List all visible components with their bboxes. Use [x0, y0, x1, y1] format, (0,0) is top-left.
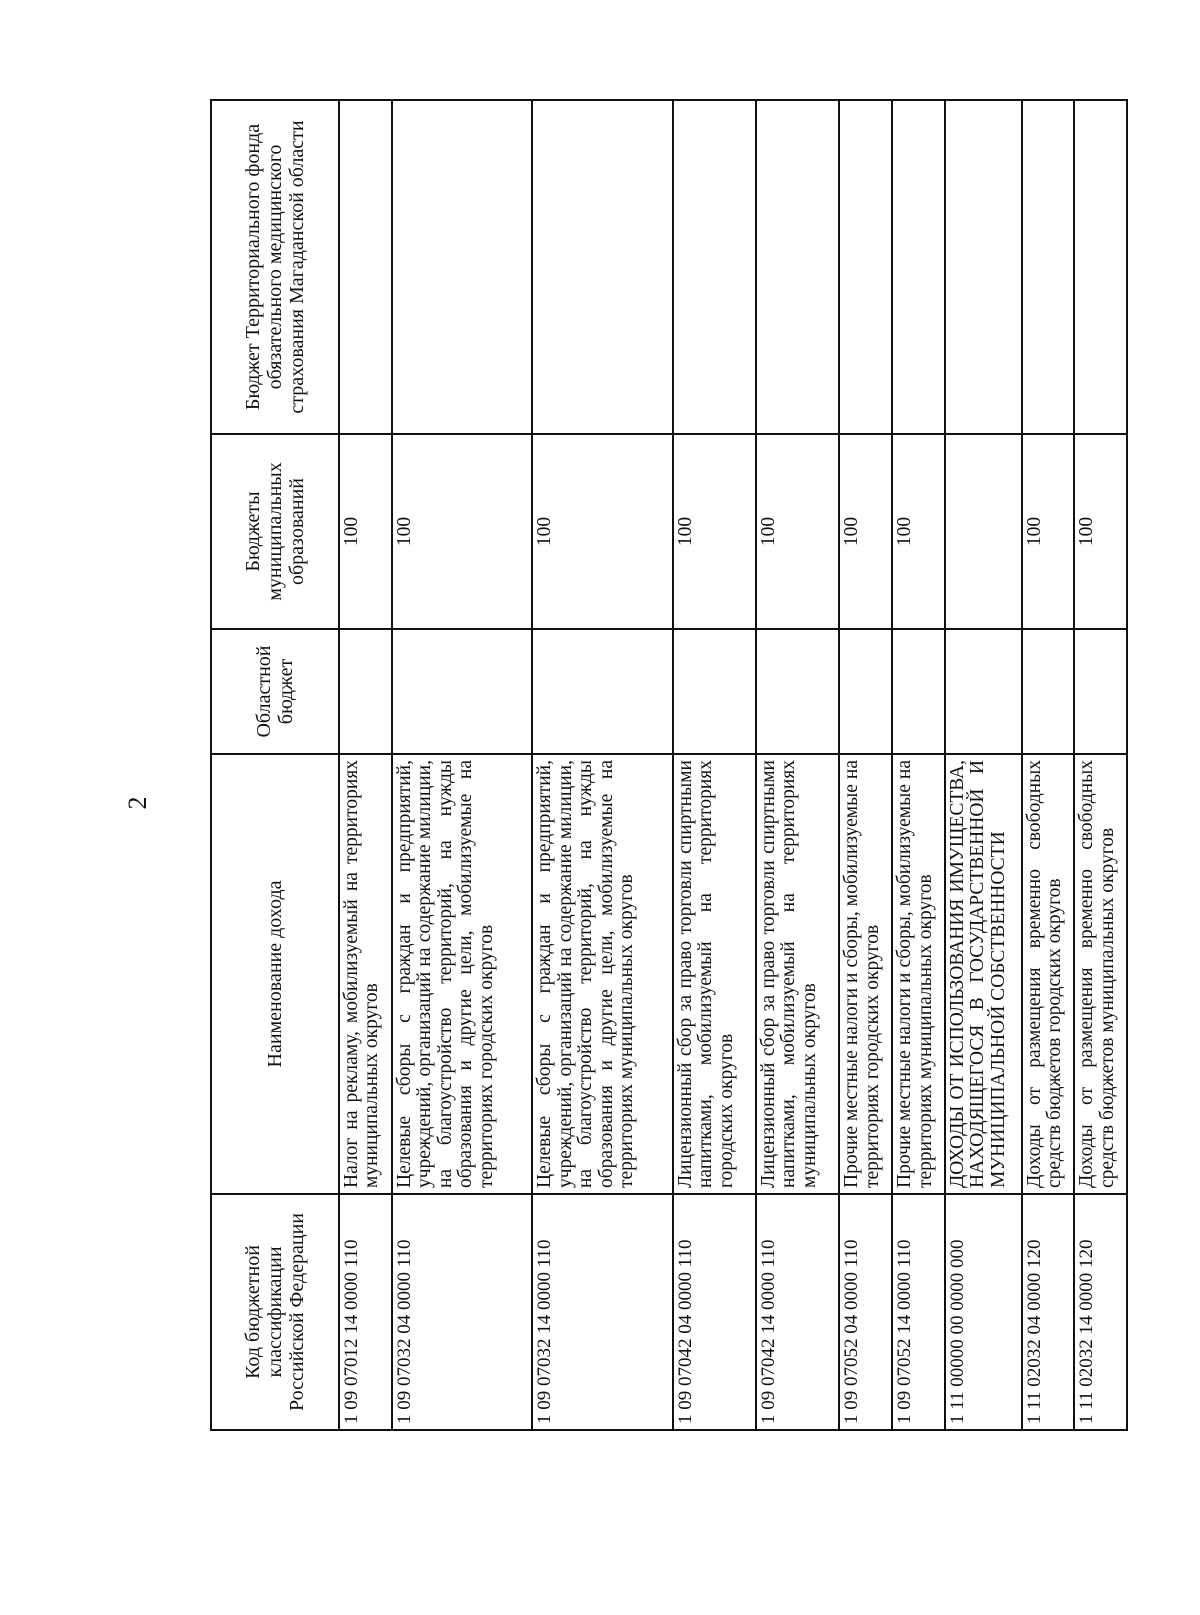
row-code: 1 09 07042 04 0000 110	[673, 1194, 756, 1430]
row-code: 1 09 07032 04 0000 110	[392, 1194, 532, 1430]
row-fund	[756, 100, 839, 434]
row-name: Целевые сборы с граждан и предприятий, учреждений, организаций на содержание милиции, на благоустройство территорий, на нужды образования и другие цели, мобилизуемые на территориях городских округов	[392, 754, 532, 1194]
row-name: Доходы от размещения временно свободных средств бюджетов городских округов	[1022, 754, 1075, 1194]
row-municipal	[945, 434, 1022, 629]
row-regional	[392, 629, 532, 754]
table-header-row	[211, 100, 339, 1430]
table-row	[339, 100, 392, 1430]
row-name: Целевые сборы с граждан и предприятий, учреждений, организаций на содержание милиции, на благоустройство территорий, на нужды образования и другие цели, мобилизуемые на территориях муниципальных округов	[532, 754, 672, 1194]
row-municipal: 100	[1022, 434, 1075, 629]
row-name: ДОХОДЫ ОТ ИСПОЛЬЗОВАНИЯ ИМУЩЕСТВА, НАХОДЯЩЕГОСЯ В ГОСУДАРСТВЕННОЙ И МУНИЦИПАЛЬНОЙ СОБСТВЕННОСТИ	[945, 754, 1022, 1194]
row-fund	[1074, 100, 1127, 434]
row-municipal: 100	[756, 434, 839, 629]
table-row	[392, 100, 532, 1430]
row-name: Доходы от размещения временно свободных средств бюджетов муниципальных округов	[1074, 754, 1127, 1194]
row-municipal: 100	[532, 434, 672, 629]
row-name: Лицензионный сбор за право торговли спиртными напитками, мобилизуемый на территориях городских округов	[673, 754, 756, 1194]
row-fund	[839, 100, 892, 434]
row-regional	[1074, 629, 1127, 754]
row-code: 1 09 07012 14 0000 110	[339, 1194, 392, 1430]
row-code: 1 11 00000 00 0000 000	[945, 1194, 1022, 1430]
row-regional	[945, 629, 1022, 754]
row-code: 1 11 02032 14 0000 120	[1074, 1194, 1127, 1430]
row-fund	[1022, 100, 1075, 434]
row-municipal: 100	[839, 434, 892, 629]
table-row	[756, 100, 839, 1430]
table-row	[1022, 100, 1075, 1430]
table-row	[945, 100, 1022, 1430]
row-regional	[839, 629, 892, 754]
row-name: Лицензионный сбор за право торговли спиртными напитками, мобилизуемый на территориях муниципальных округов	[756, 754, 839, 1194]
header-code: Код бюджетной классификации Российской Федерации	[211, 1194, 339, 1430]
row-fund	[339, 100, 392, 434]
row-code: 1 09 07032 14 0000 110	[532, 1194, 672, 1430]
row-regional	[673, 629, 756, 754]
row-regional	[1022, 629, 1075, 754]
header-regional-budget: Областной бюджет	[211, 629, 339, 754]
row-fund	[673, 100, 756, 434]
table-row	[892, 100, 945, 1430]
row-code: 1 09 07042 14 0000 110	[756, 1194, 839, 1430]
income-distribution-table	[210, 99, 1128, 1431]
row-code: 1 09 07052 04 0000 110	[839, 1194, 892, 1430]
row-fund	[532, 100, 672, 434]
table-row	[839, 100, 892, 1430]
header-municipal-budgets: Бюджеты муниципальных образований	[211, 434, 339, 629]
row-regional	[756, 629, 839, 754]
row-municipal: 100	[673, 434, 756, 629]
row-municipal: 100	[1074, 434, 1127, 629]
income-distribution-table-container	[210, 101, 1128, 1431]
header-medical-insurance-fund: Бюджет Территориального фонда обязательного медицинского страхования Магаданской области	[211, 100, 339, 434]
header-name: Наименование дохода	[211, 754, 339, 1194]
row-regional	[892, 629, 945, 754]
page-number: 2	[123, 796, 152, 810]
table-row	[1074, 100, 1127, 1430]
row-fund	[892, 100, 945, 434]
row-regional	[532, 629, 672, 754]
row-municipal: 100	[892, 434, 945, 629]
row-code: 1 09 07052 14 0000 110	[892, 1194, 945, 1430]
table-row	[532, 100, 672, 1430]
row-name: Прочие местные налоги и сборы, мобилизуемые на территориях муниципальных округов	[892, 754, 945, 1194]
row-municipal: 100	[392, 434, 532, 629]
row-regional	[339, 629, 392, 754]
row-name: Прочие местные налоги и сборы, мобилизуемые на территориях городских округов	[839, 754, 892, 1194]
row-name: Налог на рекламу, мобилизуемый на территориях муниципальных округов	[339, 754, 392, 1194]
row-code: 1 11 02032 04 0000 120	[1022, 1194, 1075, 1430]
table-row	[673, 100, 756, 1430]
row-fund	[945, 100, 1022, 434]
row-fund	[392, 100, 532, 434]
row-municipal: 100	[339, 434, 392, 629]
